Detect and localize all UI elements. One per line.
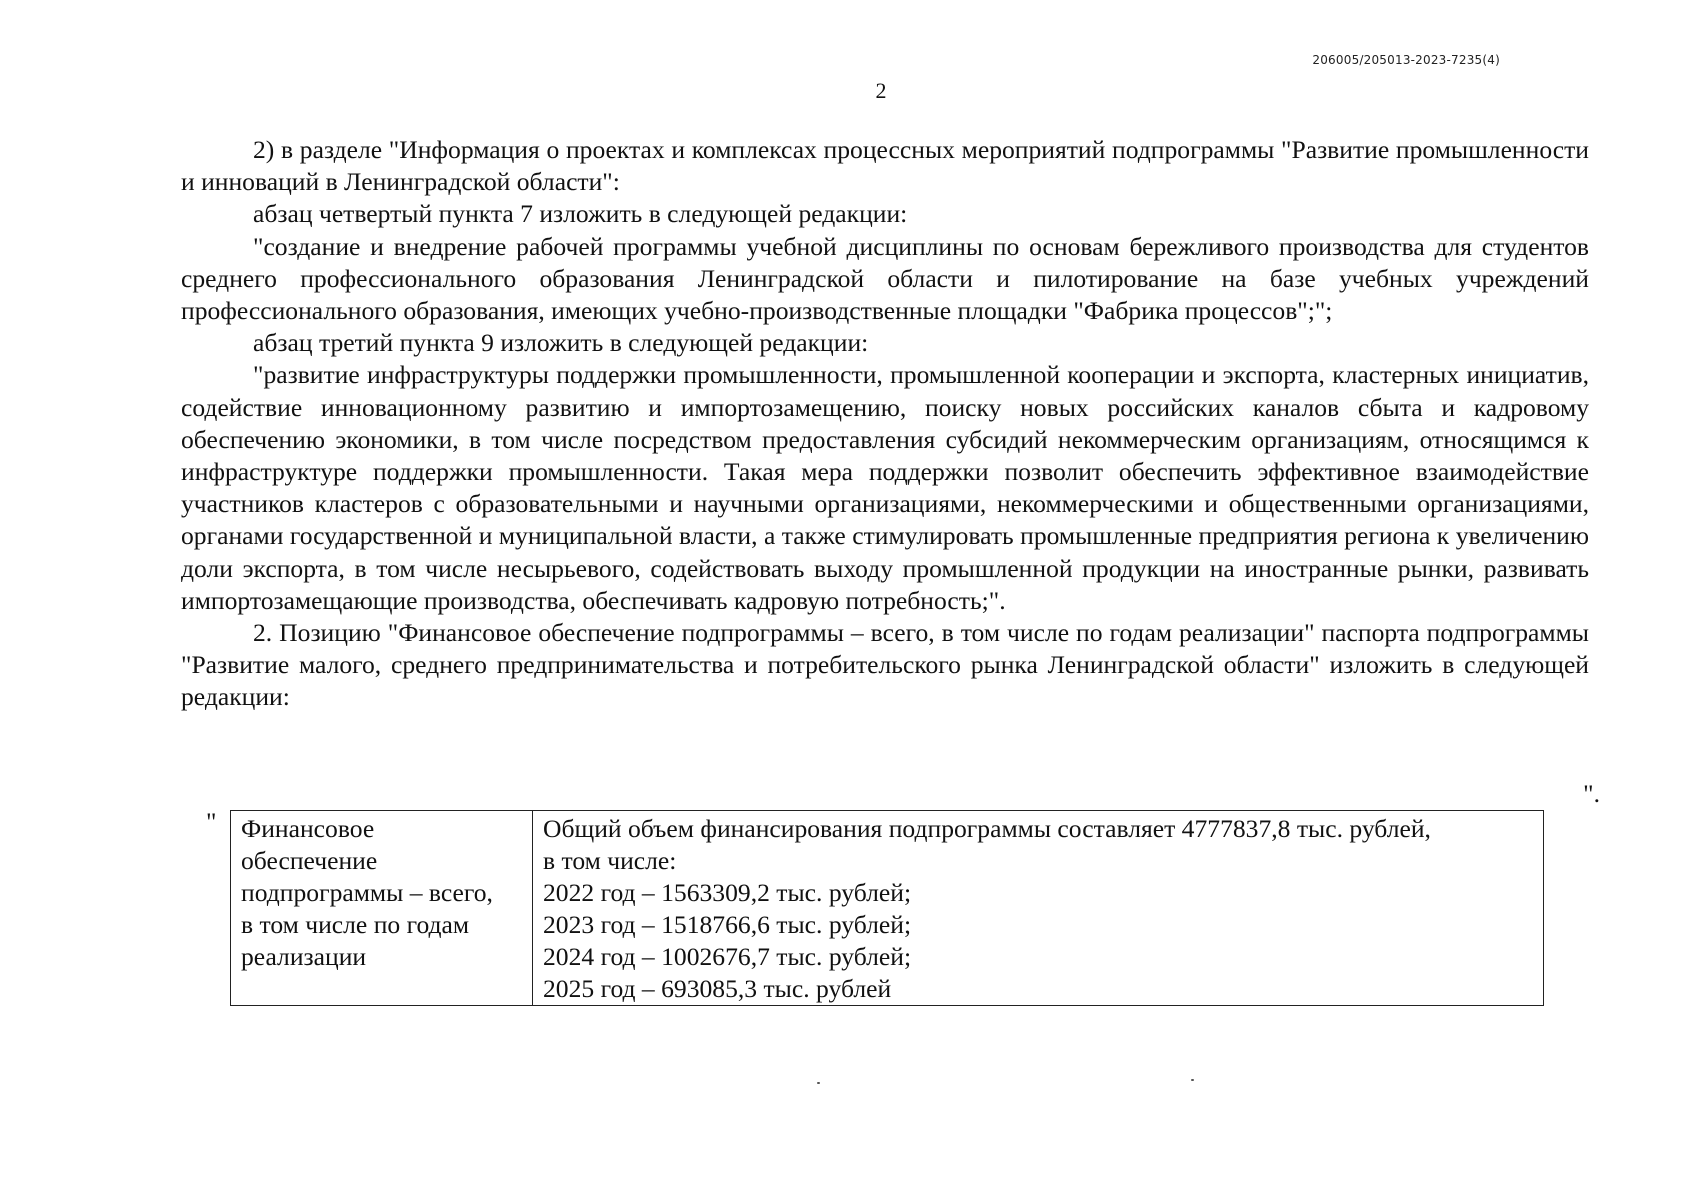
value-line: 2025 год – 693085,3 тыс. рублей: [543, 974, 892, 1003]
paragraph: 2. Позицию "Финансовое обеспечение подпрограммы – всего, в том числе по годам реализации" паспорта подпрограммы "Развитие малого, среднего предпринимательства и потребительского рынка Ленинградской области" изложить в следующей редакции:: [181, 618, 1589, 712]
value-line: 2024 год – 1002676,7 тыс. рублей;: [543, 942, 912, 971]
label-line: обеспечение: [241, 846, 378, 875]
value-line: в том числе:: [543, 846, 677, 875]
paragraph: абзац третий пункта 9 изложить в следующей редакции:: [253, 328, 869, 358]
table-label-cell: [231, 811, 533, 1006]
value-line: 2022 год – 1563309,2 тыс. рублей;: [543, 878, 912, 907]
table-value-cell: [533, 811, 1544, 1006]
value-line: Общий объем финансирования подпрограммы составляет 4777837,8 тыс. рублей,: [543, 814, 1431, 843]
label-line: в том числе по годам: [241, 910, 470, 939]
financing-table: [230, 810, 1544, 1006]
page-number: 2: [875, 78, 887, 103]
scan-speck: [1191, 1079, 1194, 1081]
document-id: 206005/205013-2023-7235(4): [1312, 53, 1500, 67]
label-line: подпрограммы – всего,: [241, 878, 493, 907]
label-line: реализации: [241, 942, 367, 971]
table-close-quote: ".: [1583, 779, 1600, 808]
table-row: [231, 811, 1544, 1006]
value-line: 2023 год – 1518766,6 тыс. рублей;: [543, 910, 912, 939]
scan-speck: [817, 1082, 820, 1084]
paragraph: "развитие инфраструктуры поддержки промышленности, промышленной кооперации и экспорта, кластерных инициатив, содействие инновационному развитию и импортозамещению, поиску новых российских каналов сбыта и кадровому обеспечению экономики, в том числе посредством предоставления субсидий некоммерческим организациям, относящимся к инфраструктуре поддержки промышленности. Такая мера поддержки позволит обеспечить эффективное взаимодействие участников кластеров с образовательными и научными организациями, некоммерческими и общественными организациями, органами государственной и муниципальной власти, а также стимулировать промышленные предприятия региона к увеличению доли экспорта, в том числе несырьевого, содействовать выходу промышленной продукции на иностранные рынки, развивать импортозамещающие производства, обеспечивать кадровую потребность;".: [181, 360, 1589, 615]
document-body: [181, 134, 1589, 714]
paragraph: 2) в разделе "Информация о проектах и комплексах процессных мероприятий подпрограммы "Развитие промышленности и инноваций в Ленинградской области":: [181, 135, 1589, 197]
paragraph: абзац четвертый пункта 7 изложить в следующей редакции:: [253, 199, 908, 229]
label-line: Финансовое: [241, 814, 375, 843]
paragraph: "создание и внедрение рабочей программы учебной дисциплины по основам бережливого производства для студентов среднего профессионального образования Ленинградской области и пилотирование на базе учебных учреждений профессионального образования, имеющих учебно-производственные площадки "Фабрика процессов";";: [181, 231, 1589, 326]
table-open-quote: ": [206, 807, 217, 836]
